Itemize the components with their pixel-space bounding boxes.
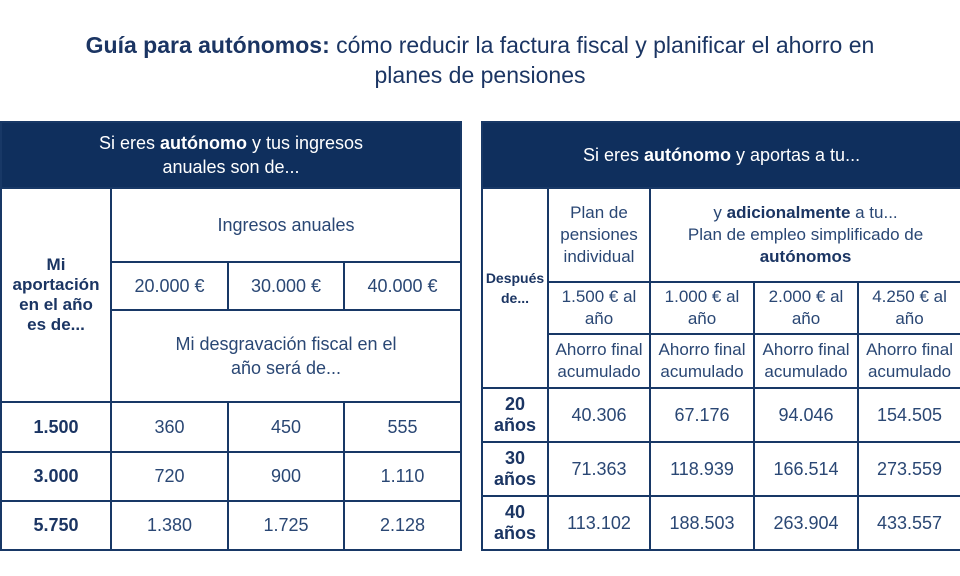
label-line: año <box>687 309 717 328</box>
label-line: 2.000 € al <box>768 287 844 306</box>
label-line: año <box>584 309 614 328</box>
table-row <box>1 501 461 550</box>
header-text: y aportas a tu... <box>731 145 861 165</box>
contribution-cell <box>650 282 754 334</box>
label-line: Plan de <box>570 203 628 222</box>
contribution-cell <box>858 282 960 334</box>
title-bold: Guía para autónomos: <box>85 32 330 58</box>
plan-empleo-label <box>650 188 960 282</box>
deduction-cell: 1.725 <box>228 501 344 550</box>
savings-cell: 71.363 <box>548 442 650 496</box>
ahorro-label <box>858 334 960 388</box>
label-line: acumulado <box>867 362 952 381</box>
contribution-cell <box>754 282 858 334</box>
deduction-cell: 1.110 <box>344 452 461 501</box>
despues-label <box>482 188 548 388</box>
deduction-table-header <box>1 122 461 188</box>
label-line: Ahorro final <box>762 340 850 359</box>
label-line: Después <box>485 270 545 286</box>
label-line: años <box>493 469 536 489</box>
table-row <box>1 402 461 452</box>
savings-cell: 188.503 <box>650 496 754 550</box>
aportacion-cell: 1.500 <box>1 402 111 452</box>
label-line: 20 <box>504 394 526 414</box>
header-text: y tus ingresos <box>247 133 364 153</box>
label-line: año será de... <box>230 358 342 378</box>
label-line: acumulado <box>557 362 641 381</box>
deduction-cell: 2.128 <box>344 501 461 550</box>
ahorro-label <box>650 334 754 388</box>
label-line: acumulado <box>764 362 848 381</box>
table-row <box>482 496 960 550</box>
table-row <box>482 442 960 496</box>
deduction-label <box>111 310 461 402</box>
income-cell: 40.000 € <box>344 262 461 310</box>
label-line: Plan de empleo simplificado de <box>687 225 924 244</box>
income-cell: 20.000 € <box>111 262 228 310</box>
label-line: pensiones <box>560 225 638 244</box>
label-line: aportación <box>12 275 100 294</box>
income-label: Ingresos anuales <box>111 188 461 262</box>
header-bold: autónomo <box>160 133 247 153</box>
label-line: individual <box>563 247 635 266</box>
deduction-cell: 360 <box>111 402 228 452</box>
label-line: y <box>713 203 727 222</box>
label-line: 4.250 € al <box>872 287 947 306</box>
label-bold: adicionalmente <box>726 203 851 222</box>
label-line: años <box>493 523 536 543</box>
header-text: Si eres <box>582 145 644 165</box>
label-line: es de... <box>27 315 85 334</box>
savings-cell: 154.505 <box>858 388 960 442</box>
label-line: Mi desgravación fiscal en el <box>175 334 397 354</box>
header-text: anuales son de... <box>162 157 300 177</box>
deduction-cell: 720 <box>111 452 228 501</box>
savings-cell: 94.046 <box>754 388 858 442</box>
header-bold: autónomo <box>644 145 731 165</box>
label-line: Ahorro final <box>866 340 953 359</box>
ahorro-label <box>548 334 650 388</box>
savings-cell: 40.306 <box>548 388 650 442</box>
label-line: Mi <box>46 255 66 274</box>
deduction-table <box>0 121 462 551</box>
aportacion-label <box>1 188 111 402</box>
label-bold: autónomos <box>759 247 852 266</box>
deduction-cell: 555 <box>344 402 461 452</box>
aportacion-cell: 5.750 <box>1 501 111 550</box>
label-line: año <box>895 309 924 328</box>
years-cell <box>482 388 548 442</box>
aportacion-cell: 3.000 <box>1 452 111 501</box>
label-line: Ahorro final <box>555 340 643 359</box>
savings-cell: 113.102 <box>548 496 650 550</box>
label-line: año <box>791 309 821 328</box>
years-cell <box>482 496 548 550</box>
label-line: años <box>493 415 536 435</box>
deduction-cell: 900 <box>228 452 344 501</box>
savings-cell: 273.559 <box>858 442 960 496</box>
years-cell <box>482 442 548 496</box>
savings-table-header <box>482 122 960 188</box>
label-line: Ahorro final <box>658 340 746 359</box>
contribution-cell <box>548 282 650 334</box>
savings-cell: 433.557 <box>858 496 960 550</box>
deduction-cell: 450 <box>228 402 344 452</box>
title-rest: cómo reducir la factura fiscal y planificar el ahorro en <box>329 32 875 58</box>
label-line: en el año <box>19 295 93 314</box>
table-row <box>1 452 461 501</box>
label-line: a tu... <box>850 203 898 222</box>
label-line: 30 <box>504 448 526 468</box>
savings-cell: 67.176 <box>650 388 754 442</box>
table-row <box>482 388 960 442</box>
label-line: 1.000 € al <box>664 287 740 306</box>
label-line: 40 <box>504 502 526 522</box>
label-line: 1.500 € al <box>561 287 637 306</box>
savings-cell: 166.514 <box>754 442 858 496</box>
savings-cell: 118.939 <box>650 442 754 496</box>
label-line: de... <box>500 290 529 306</box>
plan-individual-label <box>548 188 650 282</box>
label-line: acumulado <box>660 362 744 381</box>
savings-cell: 263.904 <box>754 496 858 550</box>
ahorro-label <box>754 334 858 388</box>
deduction-cell: 1.380 <box>111 501 228 550</box>
page-title <box>0 30 960 90</box>
header-text: Si eres <box>98 133 160 153</box>
income-cell: 30.000 € <box>228 262 344 310</box>
title-line2: planes de pensiones <box>374 62 586 88</box>
savings-table <box>481 121 960 551</box>
